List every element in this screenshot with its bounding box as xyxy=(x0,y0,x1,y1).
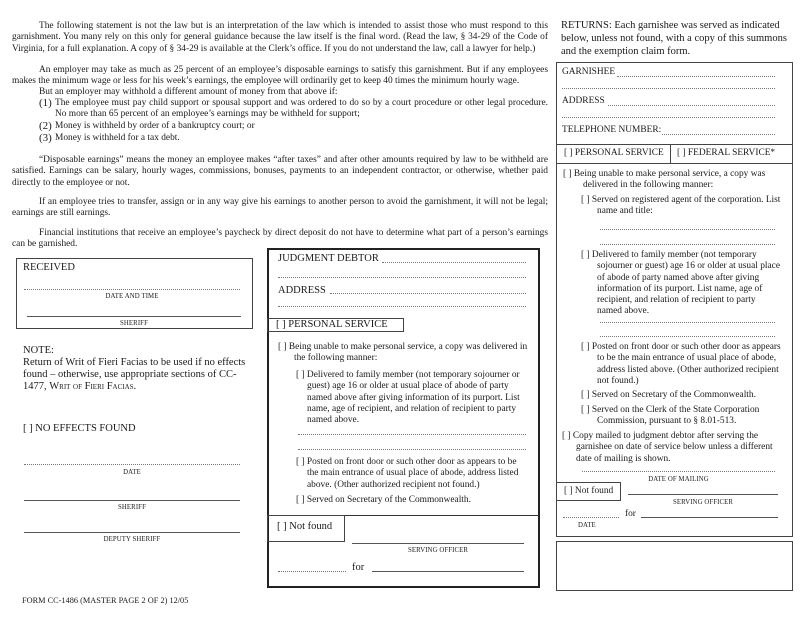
returns-serving-officer-label: SERVING OFFICER xyxy=(672,499,734,506)
garnishee-address-field-2[interactable] xyxy=(562,117,775,118)
date-of-mailing-label: DATE OF MAILING xyxy=(648,476,709,483)
debtor-address-field-2[interactable] xyxy=(278,306,526,307)
deputy-sheriff-line[interactable] xyxy=(24,532,240,533)
note-body: Return of Writ of Fieri Facias to be used if no effects found – otherwise, use appropriate sections of CC-1477, xyxy=(23,357,246,392)
intro-item-1 xyxy=(39,98,548,121)
intro-paragraph-2: An employer may take as much as 25 percent of an employee’s disposable earnings to satisfy this garnishment. But if any employees makes the minimum wage or less for his week’s earnings, the employee will ordinarily get to keep 40 times the minimum hourly wage. xyxy=(12,65,548,87)
garnishee-field[interactable] xyxy=(617,76,775,77)
note-text xyxy=(23,357,248,393)
returns-serving-officer-line[interactable] xyxy=(628,494,778,495)
telephone-label: TELEPHONE NUMBER: xyxy=(562,125,662,135)
judgment-debtor-field[interactable] xyxy=(382,262,526,263)
judgment-debtor-field-2[interactable] xyxy=(278,277,526,278)
debtor-address-field[interactable] xyxy=(330,293,526,294)
returns-secretary-checkbox[interactable]: [ ] Served on Secretary of the Commonwealth. xyxy=(581,390,756,400)
returns-being-unable-checkbox[interactable]: [ ] Being unable to make personal service, a copy was delivered in the following manner: xyxy=(563,169,766,191)
garnishee-label: GARNISHEE xyxy=(562,67,616,77)
returns-not-found-checkbox[interactable]: [ ] Not found xyxy=(564,486,614,496)
being-unable-checkbox[interactable]: [ ] Being unable to make personal service, a copy was delivered in the following manner: xyxy=(278,342,528,364)
divider xyxy=(557,144,792,145)
sign-date-label: DATE xyxy=(123,469,141,476)
returns-date-field[interactable] xyxy=(563,517,619,518)
divider xyxy=(557,163,792,164)
form-footer: FORM CC-1486 (MASTER PAGE 2 OF 2) 12/05 xyxy=(22,596,189,605)
serving-officer-line[interactable] xyxy=(352,543,524,544)
copy-mailed-checkbox[interactable]: [ ] Copy mailed to judgment debtor after serving the garnishee on date of service below unless a different date of mailing is shown. xyxy=(562,431,773,464)
returns-recipient-line-1[interactable] xyxy=(600,322,775,323)
no-effects-found-checkbox[interactable]: [ ] NO EFFECTS FOUND xyxy=(23,423,136,434)
not-found-checkbox[interactable]: [ ] Not found xyxy=(277,521,333,532)
intro-item-3 xyxy=(39,133,548,144)
posted-door-checkbox[interactable]: [ ] Posted on front door or such other door as appears to be the main entrance of usual place of abode, address listed above. (Other authorized recipient not found.) xyxy=(296,457,519,490)
delivered-family-checkbox[interactable]: [ ] Delivered to family member (not temporary sojourner or guest) age 16 or older at usual place of abode of party named above after giving information of its purport. List name, age of recipient, and relation of recipient to party named above. xyxy=(296,370,520,426)
clerk-scc-checkbox[interactable]: [ ] Served on the Clerk of the State Corporation Commission, pursuant to § 8.01-513. xyxy=(581,405,760,427)
returns-posted-door-checkbox[interactable]: [ ] Posted on front door or such other door as appears to be the main entrance of usual place of abode, address listed above. (Other authorized recipient not found.) xyxy=(581,342,781,386)
item-number: (2) xyxy=(39,120,52,132)
returns-delivered-family-checkbox[interactable]: [ ] Delivered to family member (not temporary sojourner or guest) age 16 or older at usual place of abode of party named above after giving information of its purport. List name, age of recipient, and relation of recipient to party named above. xyxy=(581,250,781,317)
date-of-mailing-field[interactable] xyxy=(582,471,775,472)
received-sheriff-label: SHERIFF xyxy=(120,320,148,327)
returns-heading: RETURNS: Each garnishee was served as indicated below, unless not found, with a copy of this summons and the exemption claim form. xyxy=(561,20,787,57)
agent-name-line-1[interactable] xyxy=(600,229,775,230)
deputy-sheriff-label: DEPUTY SHERIFF xyxy=(103,536,161,543)
garnishee-address-label: ADDRESS xyxy=(562,96,605,106)
intro-paragraph-1: The following statement is not the law but is an interpretation of the law which is intended to assist those who must respond to this garnishment. You many rely on this only for general guidance because the law itself is the final word. (Read the law, § 34-29 of the Code of Virginia, for a full explanation. A copy of § 34-29 is available at the Clerk’s office. If you do not understand the law, call a lawyer for help.) xyxy=(12,21,548,54)
recipient-line-1[interactable] xyxy=(298,434,526,435)
intro-paragraph-6: Financial institutions that receive an employee’s paycheck by direct deposit do not have to determine what part of a person’s earnings can be garnished. xyxy=(12,228,548,250)
note-writ-title: Writ of Fieri Facias. xyxy=(49,381,137,392)
intro-paragraph-5: If an employee tries to transfer, assign or in any way give his earnings to another person to avoid the garnishment, it will not be legal; earnings are still earnings. xyxy=(12,197,548,219)
recipient-line-2[interactable] xyxy=(298,449,526,450)
intro-item-2 xyxy=(39,121,548,132)
registered-agent-checkbox[interactable]: [ ] Served on registered agent of the corporation. List name and title: xyxy=(581,195,781,217)
telephone-field[interactable] xyxy=(662,134,775,135)
for-field[interactable] xyxy=(372,571,524,572)
returns-date-label: DATE xyxy=(578,522,596,529)
item-text: The employee must pay child support or spousal support and was ordered to do so by a court procedure or other legal procedure. No more than 65 percent of an employee’s earnings may be withheld for support; xyxy=(55,98,548,120)
returns-for-field[interactable] xyxy=(641,517,778,518)
item-text: Money is withheld by order of a bankruptcy court; or xyxy=(55,121,255,131)
received-sheriff-line[interactable] xyxy=(27,316,241,317)
date-time-line[interactable] xyxy=(24,289,240,290)
intro-paragraph-3: But an employer may withhold a different amount of money from that above if: xyxy=(39,87,338,97)
debtor-address-label: ADDRESS xyxy=(278,285,326,296)
sign-sheriff-label: SHERIFF xyxy=(118,504,146,511)
garnishee-field-2[interactable] xyxy=(562,88,775,89)
sign-sheriff-line[interactable] xyxy=(24,500,240,501)
secretary-checkbox[interactable]: [ ] Served on Secretary of the Commonwealth. xyxy=(296,495,471,505)
judgment-debtor-label: JUDGMENT DEBTOR xyxy=(278,253,379,264)
date-time-label: DATE AND TIME xyxy=(105,293,159,300)
personal-service-checkbox[interactable]: [ ] PERSONAL SERVICE xyxy=(276,319,388,330)
note-title: NOTE: xyxy=(23,345,54,356)
received-title: RECEIVED xyxy=(23,262,75,273)
item-number: (3) xyxy=(39,132,52,144)
blank-box xyxy=(556,541,793,591)
item-text: Money is withheld for a tax debt. xyxy=(55,133,180,143)
for-label: for xyxy=(352,562,365,573)
serving-officer-label: SERVING OFFICER xyxy=(407,547,469,554)
service-date-field[interactable] xyxy=(278,571,346,572)
returns-personal-service-checkbox[interactable]: [ ] PERSONAL SERVICE xyxy=(564,148,664,158)
returns-for-label: for xyxy=(625,509,636,519)
agent-name-line-2[interactable] xyxy=(600,244,775,245)
divider xyxy=(670,144,671,163)
garnishee-address-field[interactable] xyxy=(608,105,775,106)
item-number: (1) xyxy=(39,97,52,109)
intro-paragraph-4: “Disposable earnings” means the money an employee makes “after taxes” and after other amounts required by law to be withheld are satisfied. Earnings can be salary, hourly wages, commissions, bonuses, payments to an independent contractor, or otherwise, whether paid directly to the employee or not. xyxy=(12,155,548,188)
sign-date-line[interactable] xyxy=(24,464,240,465)
federal-service-checkbox[interactable]: [ ] FEDERAL SERVICE* xyxy=(677,148,776,158)
returns-recipient-line-2[interactable] xyxy=(600,336,775,337)
